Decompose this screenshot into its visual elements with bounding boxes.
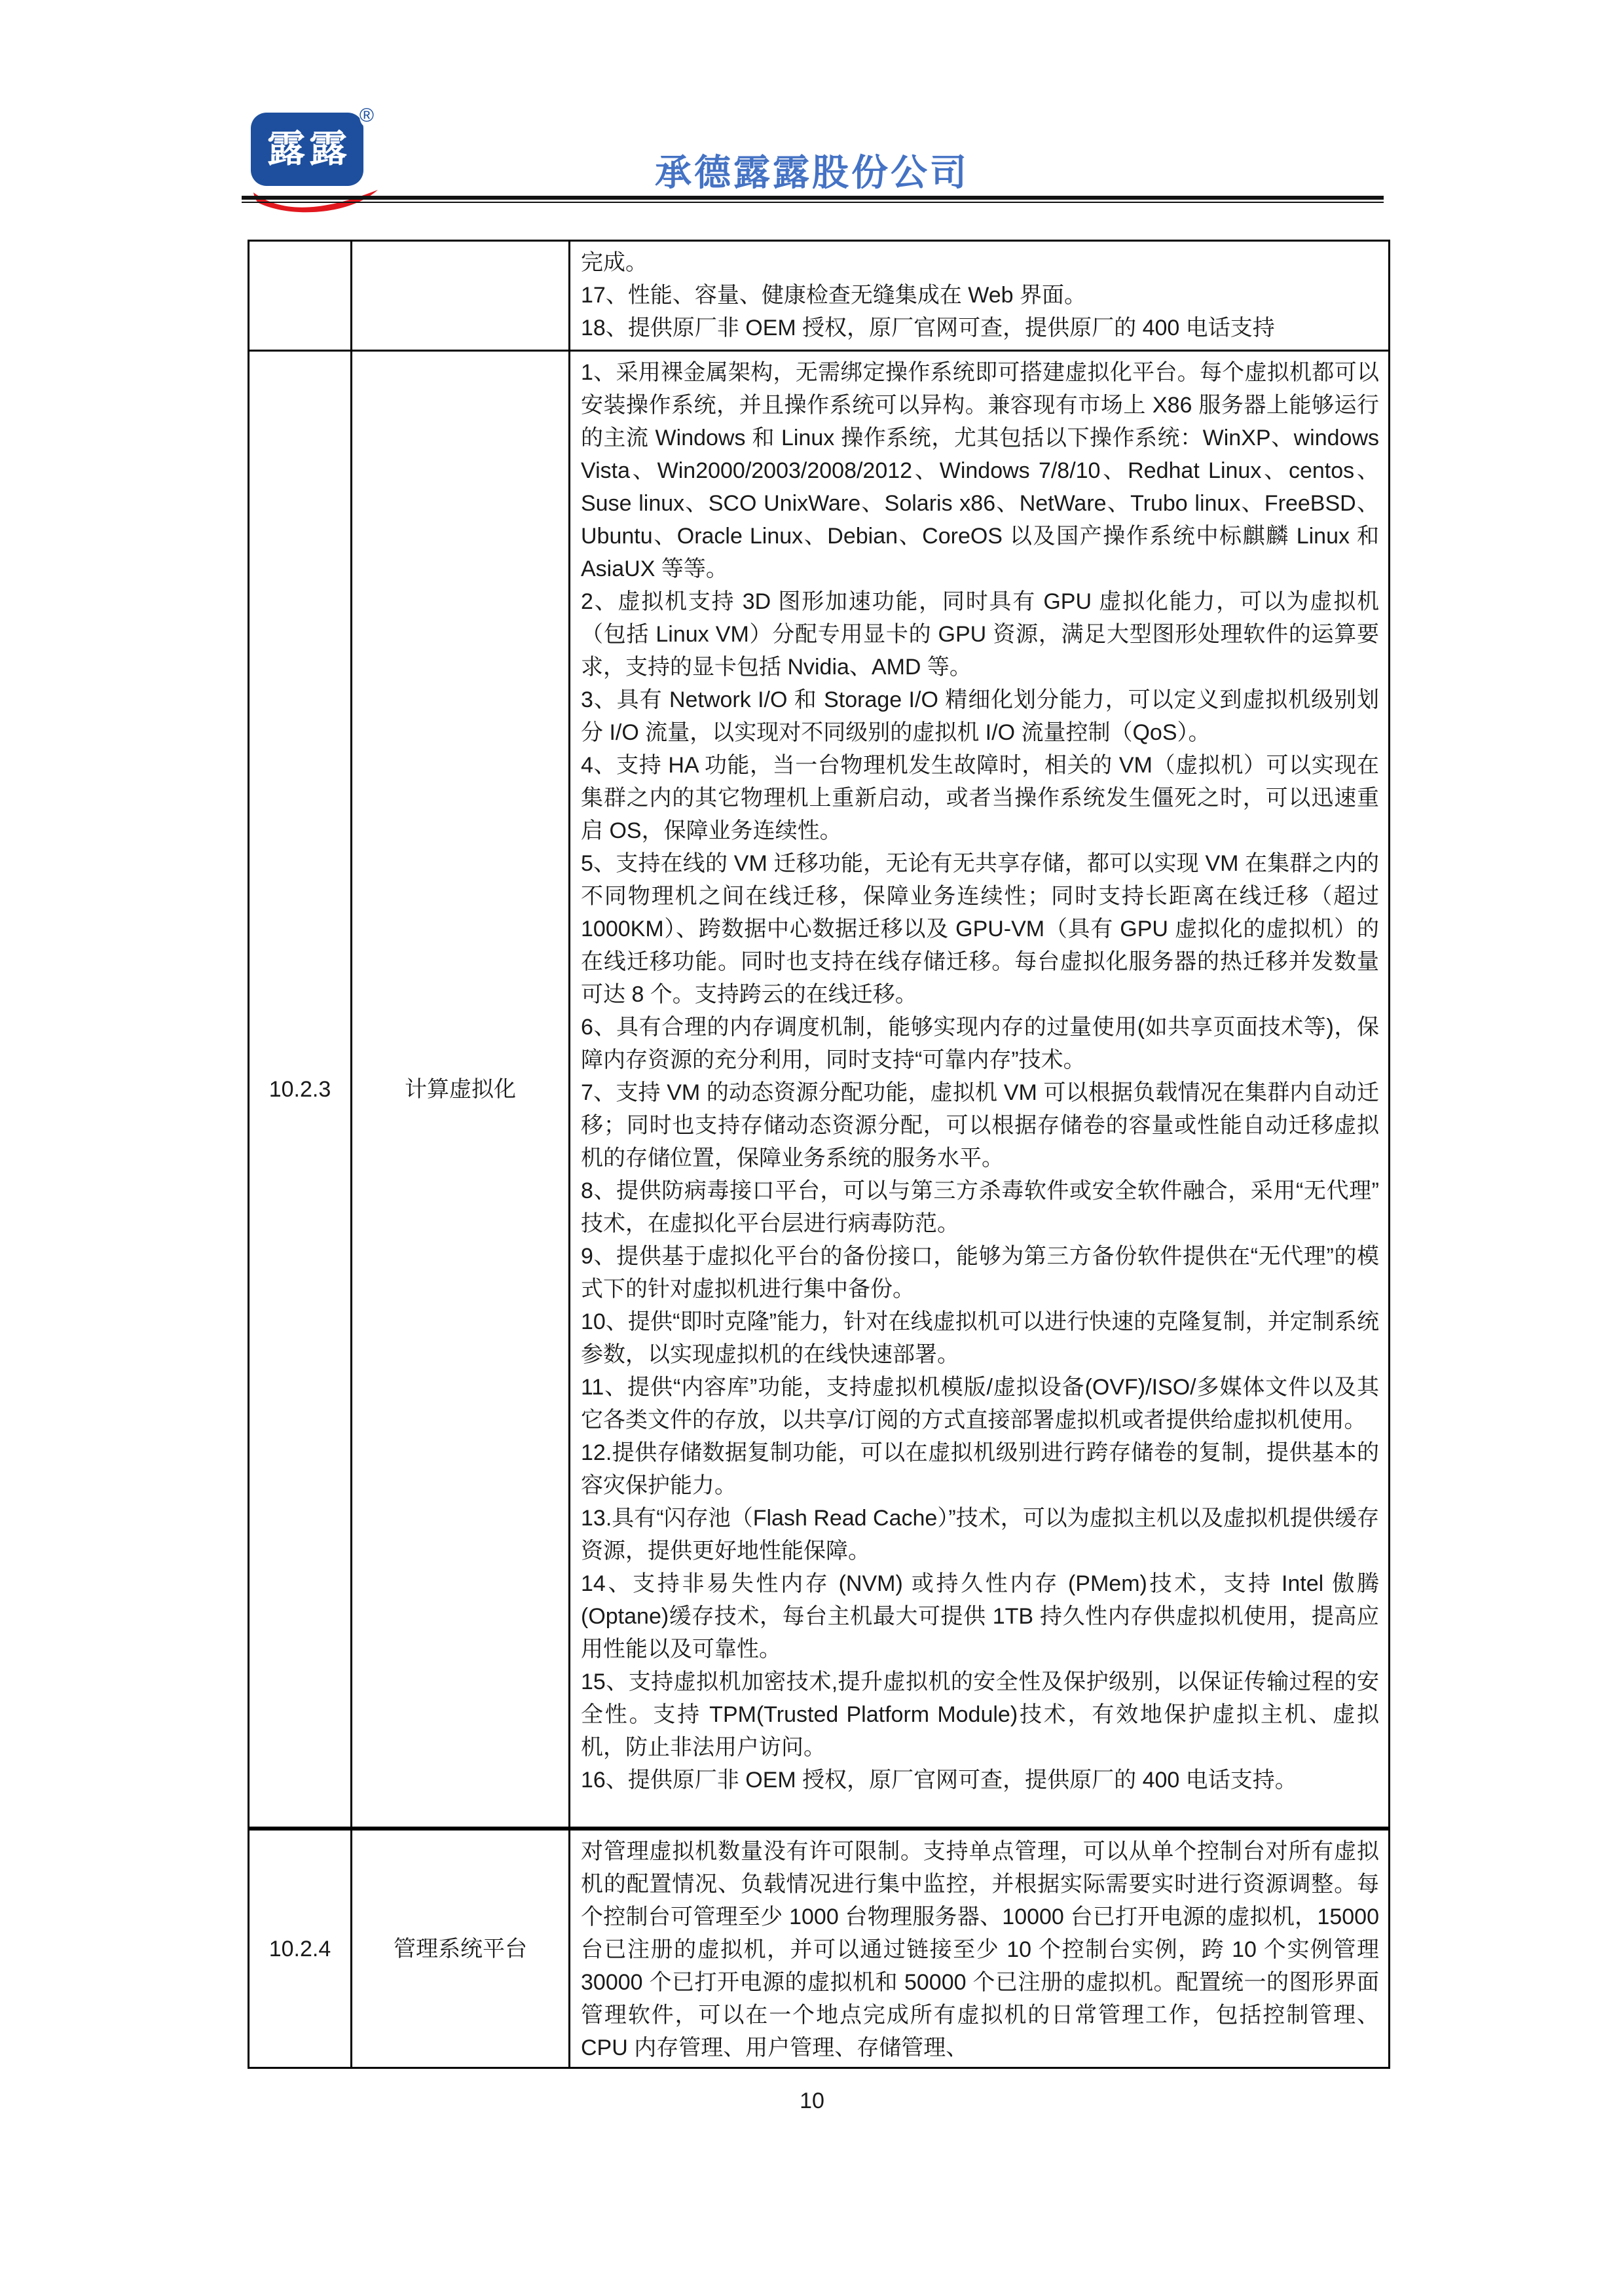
content-cell [570, 241, 1390, 351]
section-number-cell: 10.2.3 [249, 351, 352, 1829]
cell-content [570, 352, 1388, 1827]
spec-item: 14、支持非易失性内存 (NVM) 或持久性内存 (PMem)技术，支持 Intel 傲腾(Optane)缓存技术，每台主机最大可提供 1TB 持久性内存供虚拟机使用，提高应用性能以及可靠性。 [581, 1571, 1379, 1662]
page-number: 10 [800, 2088, 824, 2113]
spec-item: 13.具有“闪存池（Flash Read Cache）”技术，可以为虚拟主机以及虚拟机提供缓存资源，提供更好地性能保障。 [581, 1506, 1379, 1563]
content-cell [570, 1829, 1390, 2068]
spec-item: 4、支持 HA 功能，当一台物理机发生故障时，相关的 VM（虚拟机）可以实现在集群之内的其它物理机上重新启动，或者当操作系统发生僵死之时，可以迅速重启 OS，保障业务连续性。 [581, 753, 1379, 843]
cell-content [570, 1831, 1388, 2067]
spec-item: 17、性能、容量、健康检查无缝集成在 Web 界面。 [581, 283, 1087, 308]
table-row-10-2-3 [249, 351, 1390, 1829]
spec-table [248, 240, 1390, 2069]
section-number-cell: 10.2.4 [249, 1829, 352, 2068]
spec-item: 10、提供“即时克隆”能力，针对在线虚拟机可以进行快速的克隆复制，并定制系统参数，以实现虚拟机的在线快速部署。 [581, 1309, 1379, 1367]
header-rule [242, 196, 1384, 203]
logo-char-right: 露 [309, 128, 348, 170]
spec-item: 8、提供防病毒接口平台，可以与第三方杀毒软件或安全软件融合，采用“无代理”技术，在虚拟化平台层进行病毒防范。 [581, 1178, 1379, 1236]
spec-item: 完成。 [581, 250, 648, 275]
spec-item: 7、支持 VM 的动态资源分配功能，虚拟机 VM 可以根据负载情况在集群内自动迁移；同时也支持存储动态资源分配，可以根据存储卷的容量或性能自动迁移虚拟机的存储位置，保障业务系统的服务水平。 [581, 1080, 1379, 1171]
spec-item: 15、支持虚拟机加密技术,提升虚拟机的安全性及保护级别，以保证传输过程的安全性。支持 TPM(Trusted Platform Module)技术，有效地保护虚拟主机、虚拟机，防止非法用户访问。 [581, 1669, 1379, 1760]
table-row-10-2-4 [249, 1829, 1390, 2068]
spec-item: 5、支持在线的 VM 迁移功能，无论有无共享存储，都可以实现 VM 在集群之内的不同物理机之间在线迁移，保障业务连续性；同时支持长距离在线迁移（超过 1000KM）、跨数据中心数据迁移以及 GPU-VM（具有 GPU 虚拟化的虚拟机）的在线迁移功能。同时也支持在线存储迁移。每台虚拟化服务器的热迁移并发数量可达 8 个。支持跨云的在线迁移。 [581, 851, 1379, 1007]
registered-trademark-icon: ® [359, 105, 374, 126]
section-name-cell: 计算虚拟化 [352, 351, 570, 1829]
spec-item: 2、虚拟机支持 3D 图形加速功能，同时具有 GPU 虚拟化能力，可以为虚拟机（包括 Linux VM）分配专用显卡的 GPU 资源，满足大型图形处理软件的运算要求，支持的显卡包括 Nvidia、AMD 等。 [581, 589, 1379, 680]
section-name-cell [352, 241, 570, 351]
spec-item: 3、具有 Network I/O 和 Storage I/O 精细化划分能力，可以定义到虚拟机级别划分 I/O 流量，以实现对不同级别的虚拟机 I/O 流量控制（QoS）。 [581, 687, 1379, 745]
spec-item: 9、提供基于虚拟化平台的备份接口，能够为第三方备份软件提供在“无代理”的模式下的针对虚拟机进行集中备份。 [581, 1244, 1379, 1302]
section-number-cell [249, 241, 352, 351]
table-row-continuation [249, 241, 1390, 351]
company-title: 承德露露股份公司 [655, 152, 969, 193]
cell-content [570, 242, 1388, 350]
spec-item: 1、采用裸金属架构，无需绑定操作系统即可搭建虚拟化平台。每个虚拟机都可以安装操作系统，并且操作系统可以异构。兼容现有市场上 X86 服务器上能够运行的主流 Windows 和 Linux 操作系统，尤其包括以下操作系统：WinXP、windows Vista、Win2000/2003/2008/2012、Windows 7/8/10、Redhat Linux、centos、Suse linux、SCO UnixWare、Solaris x86、NetWare、Trubo linux、FreeBSD、Ubuntu、Oracle Linux、Debian、CoreOS 以及国产操作系统中标麒麟 Linux 和 AsiaUX 等等。 [581, 360, 1379, 581]
spec-item: 6、具有合理的内存调度机制，能够实现内存的过量使用(如共享页面技术等)，保障内存资源的充分利用，同时支持“可靠内存”技术。 [581, 1015, 1379, 1072]
spec-item: 11、提供“内容库”功能，支持虚拟机模版/虚拟设备(OVF)/ISO/多媒体文件以及其它各类文件的存放，以共享/订阅的方式直接部署虚拟机或者提供给虚拟机使用。 [581, 1375, 1379, 1432]
spec-item: 16、提供原厂非 OEM 授权，原厂官网可查，提供原厂的 400 电话支持。 [581, 1768, 1297, 1793]
spec-item: 对管理虚拟机数量没有许可限制。支持单点管理，可以从单个控制台对所有虚拟机的配置情况、负载情况进行集中监控，并根据实际需要实时进行资源调整。每个控制台可管理至少 1000 台物理服务器、10000 台已打开电源的虚拟机，15000 台已注册的虚拟机，并可以通过链接至少 10 个控制台实例，跨 10 个实例管理 30000 个已打开电源的虚拟机和 50000 个已注册的虚拟机。配置统一的图形界面管理软件，可以在一个地点完成所有虚拟机的日常管理工作，包括控制管理、CPU 内存管理、用户管理、存储管理、 [581, 1839, 1379, 2060]
logo-char-left: 露 [267, 128, 305, 170]
section-name-cell: 管理系统平台 [352, 1829, 570, 2068]
spec-item: 12.提供存储数据复制功能，可以在虚拟机级别进行跨存储卷的复制，提供基本的容灾保护能力。 [581, 1440, 1379, 1498]
spec-item: 18、提供原厂非 OEM 授权，原厂官网可查，提供原厂的 400 电话支持 [581, 316, 1275, 340]
content-cell [570, 351, 1390, 1829]
